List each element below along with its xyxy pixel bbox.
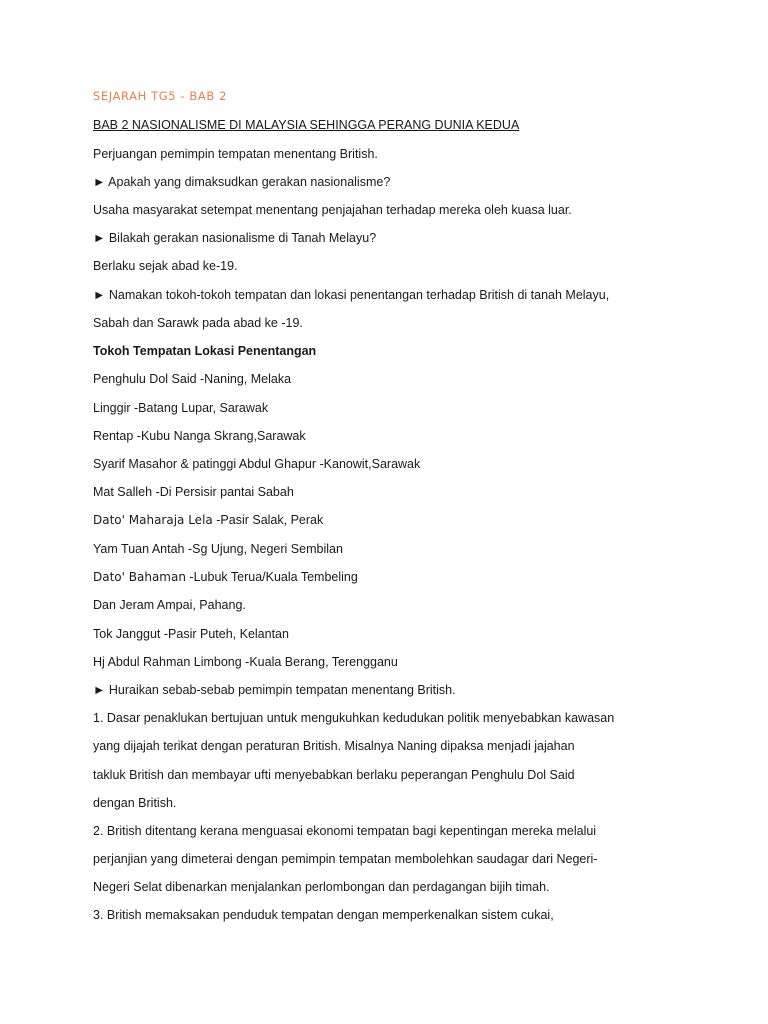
list-item: Penghulu Dol Said -Naning, Melaka [93, 372, 292, 386]
text-line: perjanjian yang dimeterai dengan pemimpin tempatan membolehkan saudagar dari Negeri- [93, 852, 598, 866]
list-item: Tok Janggut -Pasir Puteh, Kelantan [93, 627, 289, 641]
list-item: Rentap -Kubu Nanga Skrang,Sarawak [93, 429, 306, 443]
text-line: Berlaku sejak abad ke-19. [93, 259, 238, 273]
separator: - [185, 570, 194, 584]
leader-name: Dato' Bahaman [93, 570, 186, 584]
chapter-title: BAB 2 NASIONALISME DI MALAYSIA SEHINGGA PERANG DUNIA KEDUA [93, 118, 520, 132]
text-line: Negeri Selat dibenarkan menjalankan perlombongan dan perdagangan bijih timah. [93, 880, 550, 894]
document-header: SEJARAH TG5 - BAB 2 [93, 89, 228, 103]
question-line: ► Bilakah gerakan nasionalisme di Tanah Melayu? [93, 231, 377, 245]
list-item: Mat Salleh -Di Persisir pantai Sabah [93, 485, 294, 499]
list-item: Yam Tuan Antah -Sg Ujung, Negeri Sembilan [93, 542, 343, 556]
text-line: Usaha masyarakat setempat menentang penjajahan terhadap mereka oleh kuasa luar. [93, 203, 572, 217]
question-line: ► Huraikan sebab-sebab pemimpin tempatan menentang British. [93, 683, 456, 697]
text-line: 1. Dasar penaklukan bertujuan untuk mengukuhkan kedudukan politik menyebabkan kawasan [93, 711, 615, 725]
list-item: Dan Jeram Ampai, Pahang. [93, 598, 246, 612]
text-line: dengan British. [93, 796, 177, 810]
question-line: ► Apakah yang dimaksudkan gerakan nasionalisme? [93, 175, 391, 189]
text-line: 2. British ditentang kerana menguasai ekonomi tempatan bagi kepentingan mereka melalui [93, 824, 597, 838]
text-line: 3. British memaksakan penduduk tempatan dengan memperkenalkan sistem cukai, [93, 908, 554, 922]
text-line: takluk British dan membayar ufti menyebabkan berlaku peperangan Penghulu Dol Said [93, 768, 575, 782]
text-line: Perjuangan pemimpin tempatan menentang British. [93, 147, 378, 161]
list-item: Linggir -Batang Lupar, Sarawak [93, 401, 269, 415]
list-item [93, 512, 323, 528]
question-line: ► Namakan tokoh-tokoh tempatan dan lokasi penentangan terhadap British di tanah Melayu, [93, 288, 610, 302]
location: Lubuk Terua/Kuala Tembeling [193, 570, 358, 584]
list-item: Syarif Masahor & patinggi Abdul Ghapur -Kanowit,Sarawak [93, 457, 421, 471]
location: Pasir Salak, Perak [220, 513, 324, 527]
leader-name: Dato' Maharaja Lela [93, 513, 213, 527]
list-item: Hj Abdul Rahman Limbong -Kuala Berang, Terengganu [93, 655, 398, 669]
text-line: yang dijajah terikat dengan peraturan British. Misalnya Naning dipaksa menjadi jajahan [93, 739, 575, 753]
text-line: Sabah dan Sarawk pada abad ke -19. [93, 316, 303, 330]
separator: - [212, 513, 221, 527]
table-heading: Tokoh Tempatan Lokasi Penentangan [93, 344, 317, 358]
list-item [93, 569, 358, 585]
